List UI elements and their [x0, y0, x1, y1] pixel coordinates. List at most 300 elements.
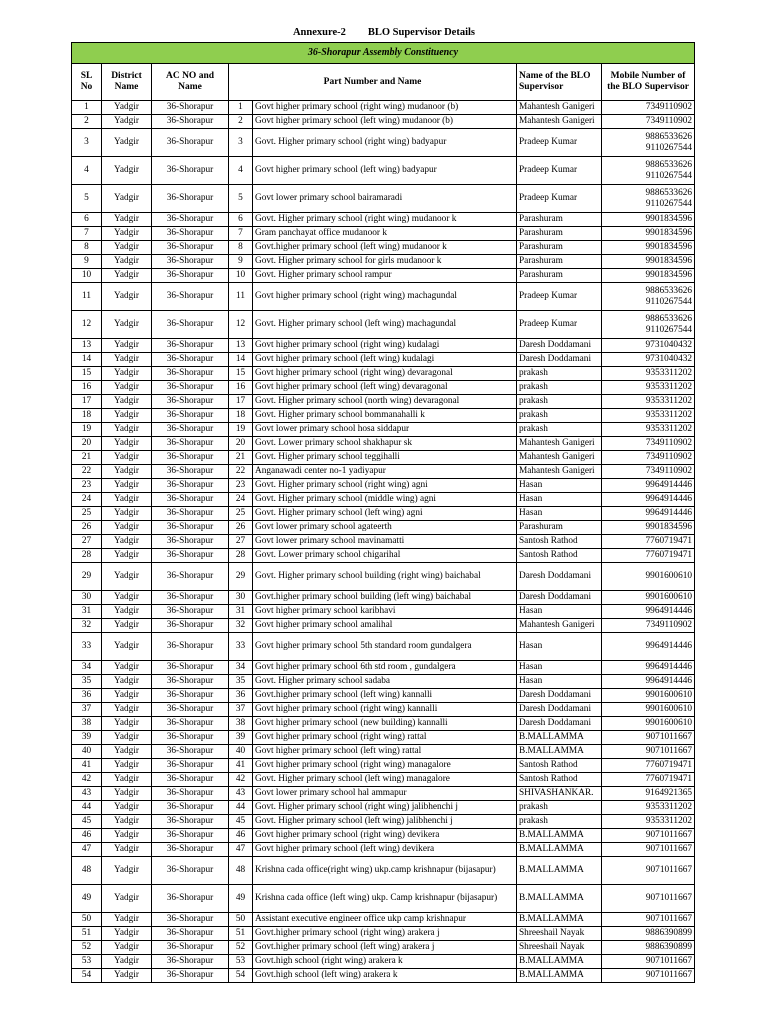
table-row	[72, 829, 695, 843]
cell-sl-no: 6	[72, 213, 102, 227]
cell-part-name: Govt. Higher primary school teggihalli	[253, 451, 517, 465]
table-row	[72, 101, 695, 115]
cell-sl-no: 44	[72, 801, 102, 815]
cell-mobile	[602, 493, 695, 507]
cell-supervisor: Daresh Doddamani	[517, 703, 602, 717]
cell-mobile	[602, 437, 695, 451]
cell-ac: 36-Shorapur	[152, 605, 229, 619]
cell-sl-no: 20	[72, 437, 102, 451]
mobile-number: 7349110902	[645, 116, 693, 127]
cell-ac: 36-Shorapur	[152, 311, 229, 339]
cell-sl-no: 32	[72, 619, 102, 633]
header-mobile: Mobile Number of the BLO Supervisor	[602, 64, 695, 101]
cell-supervisor: B.MALLAMMA	[517, 745, 602, 759]
cell-supervisor: Pradeep Kumar	[517, 185, 602, 213]
cell-part-no: 22	[229, 465, 253, 479]
cell-ac: 36-Shorapur	[152, 339, 229, 353]
cell-ac: 36-Shorapur	[152, 213, 229, 227]
cell-ac: 36-Shorapur	[152, 927, 229, 941]
cell-part-no: 5	[229, 185, 253, 213]
mobile-number: 9353311202	[645, 802, 693, 813]
cell-district: Yadgir	[102, 241, 152, 255]
cell-part-name: Govt higher primary school (right wing) mudanoor (b)	[253, 101, 517, 115]
table-row	[72, 129, 695, 157]
cell-ac: 36-Shorapur	[152, 493, 229, 507]
cell-district: Yadgir	[102, 535, 152, 549]
table-row	[72, 745, 695, 759]
cell-ac: 36-Shorapur	[152, 745, 229, 759]
mobile-number: 9353311202	[645, 396, 693, 407]
cell-part-name: Govt lower primary school bairamaradi	[253, 185, 517, 213]
cell-district: Yadgir	[102, 689, 152, 703]
cell-sl-no: 42	[72, 773, 102, 787]
cell-mobile	[602, 367, 695, 381]
header-row	[72, 64, 695, 101]
cell-supervisor: Parashuram	[517, 255, 602, 269]
table-row	[72, 619, 695, 633]
table-row	[72, 269, 695, 283]
cell-sl-no: 29	[72, 563, 102, 591]
table-body	[72, 101, 695, 983]
cell-mobile	[602, 185, 695, 213]
cell-part-no: 25	[229, 507, 253, 521]
table-row	[72, 521, 695, 535]
cell-district: Yadgir	[102, 549, 152, 563]
cell-mobile	[602, 535, 695, 549]
cell-district: Yadgir	[102, 395, 152, 409]
table-row	[72, 563, 695, 591]
cell-mobile	[602, 227, 695, 241]
cell-sl-no: 30	[72, 591, 102, 605]
cell-part-no: 38	[229, 717, 253, 731]
cell-part-name: Govt. Higher primary school (right wing) mudanoor k	[253, 213, 517, 227]
cell-part-no: 10	[229, 269, 253, 283]
cell-district: Yadgir	[102, 479, 152, 493]
cell-sl-no: 17	[72, 395, 102, 409]
cell-district: Yadgir	[102, 227, 152, 241]
table-row	[72, 703, 695, 717]
cell-district: Yadgir	[102, 213, 152, 227]
cell-ac: 36-Shorapur	[152, 843, 229, 857]
cell-sl-no: 4	[72, 157, 102, 185]
cell-district: Yadgir	[102, 409, 152, 423]
mobile-number: 9071011667	[645, 732, 693, 743]
mobile-number: 9110267544	[645, 170, 693, 181]
cell-ac: 36-Shorapur	[152, 479, 229, 493]
cell-ac: 36-Shorapur	[152, 241, 229, 255]
cell-mobile	[602, 759, 695, 773]
cell-sl-no: 21	[72, 451, 102, 465]
mobile-number: 7349110902	[645, 466, 693, 477]
cell-supervisor: Santosh Rathod	[517, 773, 602, 787]
cell-sl-no: 51	[72, 927, 102, 941]
cell-supervisor: Mahantesh Ganigeri	[517, 619, 602, 633]
cell-supervisor: B.MALLAMMA	[517, 857, 602, 885]
table-row	[72, 395, 695, 409]
header-district: District Name	[102, 64, 152, 101]
cell-ac: 36-Shorapur	[152, 353, 229, 367]
cell-mobile	[602, 843, 695, 857]
cell-part-name: Krishna cada office (left wing) ukp. Camp krishnapur (bijasapur)	[253, 885, 517, 913]
cell-part-no: 14	[229, 353, 253, 367]
mobile-number: 9901600610	[645, 571, 693, 582]
mobile-number: 7349110902	[645, 102, 693, 113]
cell-sl-no: 52	[72, 941, 102, 955]
cell-ac: 36-Shorapur	[152, 129, 229, 157]
cell-sl-no: 43	[72, 787, 102, 801]
cell-supervisor: prakash	[517, 381, 602, 395]
cell-part-no: 44	[229, 801, 253, 815]
cell-supervisor: Parashuram	[517, 213, 602, 227]
cell-part-no: 11	[229, 283, 253, 311]
cell-part-name: Govt. Higher primary school (right wing) badyapur	[253, 129, 517, 157]
cell-part-name: Gram panchayat office mudanoor k	[253, 227, 517, 241]
cell-part-no: 26	[229, 521, 253, 535]
cell-part-name: Assistant executive engineer office ukp camp krishnapur	[253, 913, 517, 927]
cell-part-name: Govt. Higher primary school (north wing) devaragonal	[253, 395, 517, 409]
cell-ac: 36-Shorapur	[152, 549, 229, 563]
cell-ac: 36-Shorapur	[152, 115, 229, 129]
cell-part-no: 34	[229, 661, 253, 675]
table-row	[72, 185, 695, 213]
cell-district: Yadgir	[102, 801, 152, 815]
mobile-number: 9353311202	[645, 368, 693, 379]
cell-mobile	[602, 255, 695, 269]
cell-mobile	[602, 675, 695, 689]
cell-part-name: Govt. Higher primary school building (right wing) baichabal	[253, 563, 517, 591]
cell-part-name: Govt.higher primary school (left wing) arakera j	[253, 941, 517, 955]
mobile-number: 9886533626	[645, 187, 693, 198]
cell-ac: 36-Shorapur	[152, 451, 229, 465]
cell-part-no: 41	[229, 759, 253, 773]
mobile-number: 9901600610	[645, 718, 693, 729]
cell-ac: 36-Shorapur	[152, 913, 229, 927]
cell-part-no: 39	[229, 731, 253, 745]
constituency-band	[72, 43, 695, 64]
cell-ac: 36-Shorapur	[152, 675, 229, 689]
mobile-number: 7760719471	[645, 774, 693, 785]
cell-sl-no: 16	[72, 381, 102, 395]
cell-supervisor: B.MALLAMMA	[517, 955, 602, 969]
cell-district: Yadgir	[102, 269, 152, 283]
cell-supervisor: Daresh Doddamani	[517, 339, 602, 353]
table-row	[72, 115, 695, 129]
cell-mobile	[602, 157, 695, 185]
mobile-number: 9353311202	[645, 382, 693, 393]
cell-part-name: Govt higher primary school karibhavi	[253, 605, 517, 619]
cell-supervisor: B.MALLAMMA	[517, 829, 602, 843]
cell-part-name: Govt higher primary school (left wing) kudalagi	[253, 353, 517, 367]
mobile-number: 9731040432	[645, 340, 693, 351]
cell-supervisor: Mahantesh Ganigeri	[517, 437, 602, 451]
table-row	[72, 507, 695, 521]
cell-part-no: 35	[229, 675, 253, 689]
table-row	[72, 773, 695, 787]
cell-district: Yadgir	[102, 437, 152, 451]
cell-district: Yadgir	[102, 157, 152, 185]
cell-ac: 36-Shorapur	[152, 759, 229, 773]
cell-part-no: 50	[229, 913, 253, 927]
cell-part-no: 42	[229, 773, 253, 787]
mobile-number: 9731040432	[645, 354, 693, 365]
cell-sl-no: 53	[72, 955, 102, 969]
cell-sl-no: 49	[72, 885, 102, 913]
mobile-number: 9071011667	[645, 844, 693, 855]
mobile-number: 9071011667	[645, 830, 693, 841]
cell-supervisor: Hasan	[517, 661, 602, 675]
cell-ac: 36-Shorapur	[152, 955, 229, 969]
cell-part-name: Govt. Higher primary school (left wing) agni	[253, 507, 517, 521]
cell-mobile	[602, 507, 695, 521]
mobile-number: 7760719471	[645, 536, 693, 547]
cell-mobile	[602, 591, 695, 605]
cell-district: Yadgir	[102, 129, 152, 157]
cell-part-no: 43	[229, 787, 253, 801]
table-row	[72, 801, 695, 815]
cell-part-name: Govt lower primary school hal ammapur	[253, 787, 517, 801]
cell-part-name: Govt higher primary school (left wing) mudanoor (b)	[253, 115, 517, 129]
cell-part-no: 2	[229, 115, 253, 129]
cell-ac: 36-Shorapur	[152, 829, 229, 843]
mobile-number: 7349110902	[645, 438, 693, 449]
cell-supervisor: Daresh Doddamani	[517, 689, 602, 703]
cell-district: Yadgir	[102, 255, 152, 269]
cell-ac: 36-Shorapur	[152, 381, 229, 395]
cell-part-no: 48	[229, 857, 253, 885]
table-row	[72, 311, 695, 339]
cell-district: Yadgir	[102, 591, 152, 605]
cell-supervisor: Mahantesh Ganigeri	[517, 465, 602, 479]
cell-supervisor: Shreeshail Nayak	[517, 927, 602, 941]
table-row	[72, 409, 695, 423]
cell-ac: 36-Shorapur	[152, 423, 229, 437]
cell-sl-no: 26	[72, 521, 102, 535]
cell-ac: 36-Shorapur	[152, 283, 229, 311]
cell-district: Yadgir	[102, 353, 152, 367]
cell-ac: 36-Shorapur	[152, 563, 229, 591]
cell-supervisor: prakash	[517, 815, 602, 829]
mobile-number: 9964914446	[645, 494, 693, 505]
cell-part-no: 21	[229, 451, 253, 465]
cell-part-no: 9	[229, 255, 253, 269]
cell-sl-no: 8	[72, 241, 102, 255]
mobile-number: 9886533626	[645, 159, 693, 170]
cell-mobile	[602, 745, 695, 759]
header-supervisor: Name of the BLO Supervisor	[517, 64, 602, 101]
cell-ac: 36-Shorapur	[152, 689, 229, 703]
cell-part-name: Govt higher primary school (right wing) kannalli	[253, 703, 517, 717]
cell-part-no: 32	[229, 619, 253, 633]
cell-district: Yadgir	[102, 283, 152, 311]
table-row	[72, 731, 695, 745]
cell-district: Yadgir	[102, 745, 152, 759]
table-row	[72, 661, 695, 675]
cell-part-name: Govt. Higher primary school (left wing) jalibhenchi j	[253, 815, 517, 829]
cell-supervisor: Pradeep Kumar	[517, 311, 602, 339]
cell-part-no: 20	[229, 437, 253, 451]
cell-mobile	[602, 605, 695, 619]
table-row	[72, 241, 695, 255]
cell-supervisor: Santosh Rathod	[517, 759, 602, 773]
cell-mobile	[602, 689, 695, 703]
cell-ac: 36-Shorapur	[152, 269, 229, 283]
mobile-number: 9964914446	[645, 676, 693, 687]
cell-supervisor: Mahantesh Ganigeri	[517, 115, 602, 129]
cell-district: Yadgir	[102, 465, 152, 479]
table-row	[72, 381, 695, 395]
cell-part-no: 37	[229, 703, 253, 717]
cell-supervisor: Hasan	[517, 507, 602, 521]
cell-ac: 36-Shorapur	[152, 465, 229, 479]
cell-part-no: 54	[229, 969, 253, 983]
cell-part-name: Govt. Higher primary school bommanahalli k	[253, 409, 517, 423]
cell-mobile	[602, 451, 695, 465]
cell-sl-no: 45	[72, 815, 102, 829]
cell-ac: 36-Shorapur	[152, 101, 229, 115]
cell-sl-no: 37	[72, 703, 102, 717]
cell-mobile	[602, 395, 695, 409]
mobile-number: 9110267544	[645, 142, 693, 153]
table-row	[72, 213, 695, 227]
cell-mobile	[602, 787, 695, 801]
cell-part-name: Govt higher primary school (right wing) machagundal	[253, 283, 517, 311]
cell-mobile	[602, 829, 695, 843]
cell-district: Yadgir	[102, 857, 152, 885]
cell-district: Yadgir	[102, 493, 152, 507]
cell-sl-no: 46	[72, 829, 102, 843]
document-title	[0, 27, 768, 38]
mobile-number: 9353311202	[645, 410, 693, 421]
cell-part-name: Govt. Higher primary school for girls mudanoor k	[253, 255, 517, 269]
cell-mobile	[602, 703, 695, 717]
cell-district: Yadgir	[102, 731, 152, 745]
cell-district: Yadgir	[102, 773, 152, 787]
cell-district: Yadgir	[102, 381, 152, 395]
cell-part-no: 13	[229, 339, 253, 353]
cell-mobile	[602, 283, 695, 311]
cell-part-no: 27	[229, 535, 253, 549]
table-row	[72, 465, 695, 479]
cell-supervisor: prakash	[517, 409, 602, 423]
mobile-number: 9901600610	[645, 704, 693, 715]
cell-mobile	[602, 241, 695, 255]
table-row	[72, 787, 695, 801]
cell-part-name: Govt higher primary school (right wing) rattal	[253, 731, 517, 745]
cell-part-no: 4	[229, 157, 253, 185]
cell-part-name: Govt lower primary school mavinamatti	[253, 535, 517, 549]
cell-part-name: Govt. Lower primary school chigarihal	[253, 549, 517, 563]
table-row	[72, 367, 695, 381]
cell-sl-no: 19	[72, 423, 102, 437]
mobile-number: 7349110902	[645, 620, 693, 631]
table-row	[72, 815, 695, 829]
cell-part-no: 33	[229, 633, 253, 661]
cell-part-name: Govt higher primary school (left wing) badyapur	[253, 157, 517, 185]
cell-sl-no: 15	[72, 367, 102, 381]
cell-ac: 36-Shorapur	[152, 969, 229, 983]
table-row	[72, 843, 695, 857]
table-row	[72, 913, 695, 927]
cell-ac: 36-Shorapur	[152, 941, 229, 955]
cell-district: Yadgir	[102, 941, 152, 955]
cell-sl-no: 14	[72, 353, 102, 367]
cell-part-no: 30	[229, 591, 253, 605]
cell-part-name: Govt higher primary school 6th std room , gundalgera	[253, 661, 517, 675]
cell-mobile	[602, 115, 695, 129]
cell-ac: 36-Shorapur	[152, 227, 229, 241]
cell-district: Yadgir	[102, 619, 152, 633]
cell-mobile	[602, 927, 695, 941]
cell-sl-no: 48	[72, 857, 102, 885]
cell-part-no: 15	[229, 367, 253, 381]
header-sl-no: SL No	[72, 64, 102, 101]
cell-sl-no: 35	[72, 675, 102, 689]
mobile-number: 9886390899	[645, 928, 693, 939]
cell-district: Yadgir	[102, 311, 152, 339]
mobile-number: 9901834596	[645, 522, 693, 533]
mobile-number: 9964914446	[645, 508, 693, 519]
cell-part-no: 29	[229, 563, 253, 591]
header-ac: AC NO and Name	[152, 64, 229, 101]
cell-mobile	[602, 465, 695, 479]
cell-part-no: 6	[229, 213, 253, 227]
cell-supervisor: B.MALLAMMA	[517, 731, 602, 745]
table-row	[72, 927, 695, 941]
cell-supervisor: Pradeep Kumar	[517, 157, 602, 185]
cell-part-no: 46	[229, 829, 253, 843]
cell-supervisor: Hasan	[517, 479, 602, 493]
cell-sl-no: 11	[72, 283, 102, 311]
cell-part-name: Krishna cada office(right wing) ukp.camp krishnapur (bijasapur)	[253, 857, 517, 885]
cell-ac: 36-Shorapur	[152, 787, 229, 801]
cell-part-name: Govt.higher primary school (left wing) mudanoor k	[253, 241, 517, 255]
cell-supervisor: Pradeep Kumar	[517, 129, 602, 157]
cell-mobile	[602, 563, 695, 591]
cell-ac: 36-Shorapur	[152, 255, 229, 269]
cell-sl-no: 10	[72, 269, 102, 283]
table-row	[72, 423, 695, 437]
cell-mobile	[602, 353, 695, 367]
mobile-number: 9353311202	[645, 816, 693, 827]
cell-sl-no: 41	[72, 759, 102, 773]
cell-part-name: Anganawadi center no-1 yadiyapur	[253, 465, 517, 479]
cell-sl-no: 12	[72, 311, 102, 339]
cell-district: Yadgir	[102, 115, 152, 129]
cell-part-no: 1	[229, 101, 253, 115]
table-row	[72, 157, 695, 185]
mobile-number: 9964914446	[645, 480, 693, 491]
cell-ac: 36-Shorapur	[152, 661, 229, 675]
cell-mobile	[602, 661, 695, 675]
cell-part-no: 24	[229, 493, 253, 507]
mobile-number: 9071011667	[645, 865, 693, 876]
cell-ac: 36-Shorapur	[152, 619, 229, 633]
mobile-number: 9964914446	[645, 662, 693, 673]
cell-part-name: Govt higher primary school (left wing) devikera	[253, 843, 517, 857]
cell-supervisor: Parashuram	[517, 227, 602, 241]
mobile-number: 9110267544	[645, 296, 693, 307]
cell-district: Yadgir	[102, 815, 152, 829]
cell-district: Yadgir	[102, 913, 152, 927]
cell-part-name: Govt higher primary school (right wing) managalore	[253, 759, 517, 773]
table-row	[72, 689, 695, 703]
cell-supervisor: Hasan	[517, 675, 602, 689]
cell-supervisor: prakash	[517, 367, 602, 381]
cell-part-name: Govt higher primary school (left wing) rattal	[253, 745, 517, 759]
cell-mobile	[602, 717, 695, 731]
table-row	[72, 535, 695, 549]
cell-ac: 36-Shorapur	[152, 591, 229, 605]
